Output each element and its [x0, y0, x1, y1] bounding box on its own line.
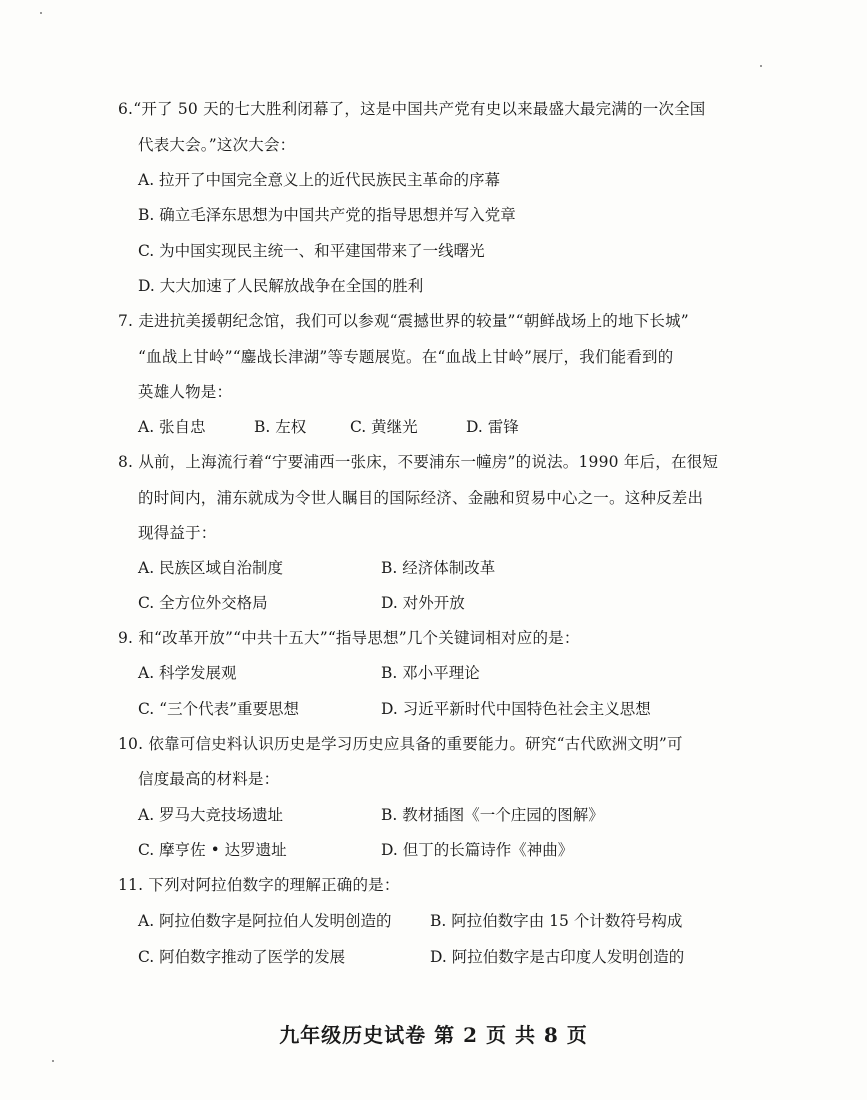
question-11-option-c: C. 阿伯数字推动了医学的发展 [138, 948, 346, 966]
question-11-stem-line-1: 11. 下列对阿拉伯数字的理解正确的是： [118, 876, 400, 894]
scan-speck [40, 12, 42, 14]
question-6-option-b: B. 确立毛泽东思想为中国共产党的指导思想并写入党章 [138, 206, 516, 224]
question-9-option-b: B. 邓小平理论 [381, 664, 480, 682]
page-footer: 九年级历史试卷 第 2 页 共 8 页 [279, 1023, 588, 1047]
question-9-option-d: D. 习近平新时代中国特色社会主义思想 [381, 700, 651, 718]
question-7-option-c: C. 黄继光 [350, 418, 418, 436]
question-7-option-b: B. 左权 [254, 418, 307, 436]
question-7-stem-line-3: 英雄人物是： [138, 383, 233, 401]
question-8-stem-line-2: 的时间内，浦东就成为令世人瞩目的国际经济、金融和贸易中心之一。这种反差出 [138, 489, 704, 507]
question-8-stem-line-1: 8. 从前，上海流行着“宁要浦西一张床，不要浦东一幢房”的说法。1990 年后，在很短 [118, 453, 719, 471]
question-7-stem-line-1: 7. 走进抗美援朝纪念馆，我们可以参观“震撼世界的较量”“朝鲜战场上的地下长城” [118, 312, 689, 330]
question-10-option-c: C. 摩亨佐 • 达罗遗址 [138, 841, 287, 859]
question-6-option-d: D. 大大加速了人民解放战争在全国的胜利 [138, 277, 424, 295]
question-8-stem-line-3: 现得益于： [138, 524, 217, 542]
question-10-option-a: A. 罗马大竞技场遗址 [138, 806, 284, 824]
question-8-option-d: D. 对外开放 [381, 594, 465, 612]
question-9-stem-line-1: 9. 和“改革开放”“中共十五大”“指导思想”几个关键词相对应的是： [118, 629, 580, 647]
scan-speck [760, 65, 762, 67]
question-7-option-d: D. 雷锋 [466, 418, 519, 436]
question-10-option-b: B. 教材插图《一个庄园的图解》 [381, 806, 604, 824]
question-7-stem-line-2: “血战上甘岭”“鏖战长津湖”等专题展览。在“血战上甘岭”展厅，我们能看到的 [138, 348, 674, 366]
question-7-option-a: A. 张自忠 [138, 418, 206, 436]
question-6-option-c: C. 为中国实现民主统一、和平建国带来了一线曙光 [138, 242, 485, 260]
question-6-stem-line-1: 6.“开了 50 天的七大胜利闭幕了，这是中国共产党有史以来最盛大最完满的一次全国 [118, 100, 706, 118]
question-9-option-a: A. 科学发展观 [138, 664, 237, 682]
question-10-stem-line-1: 10. 依靠可信史料认识历史是学习历史应具备的重要能力。研究“古代欧洲文明”可 [118, 735, 683, 753]
question-6-option-a: A. 拉开了中国完全意义上的近代民族民主革命的序幕 [138, 171, 501, 189]
question-6-stem-line-2: 代表大会。”这次大会： [138, 136, 296, 154]
question-11-option-a: A. 阿拉伯数字是阿拉伯人发明创造的 [138, 912, 392, 930]
question-10-stem-line-2: 信度最高的材料是： [138, 770, 280, 788]
question-8-option-a: A. 民族区域自治制度 [138, 559, 284, 577]
question-11-option-b: B. 阿拉伯数字由 15 个计数符号构成 [430, 912, 683, 930]
question-9-option-c: C. “三个代表”重要思想 [138, 700, 300, 718]
question-11-option-d: D. 阿拉伯数字是古印度人发明创造的 [430, 948, 685, 966]
question-8-option-b: B. 经济体制改革 [381, 559, 496, 577]
scan-speck [52, 1060, 54, 1062]
question-10-option-d: D. 但丁的长篇诗作《神曲》 [381, 841, 574, 859]
question-8-option-c: C. 全方位外交格局 [138, 594, 268, 612]
